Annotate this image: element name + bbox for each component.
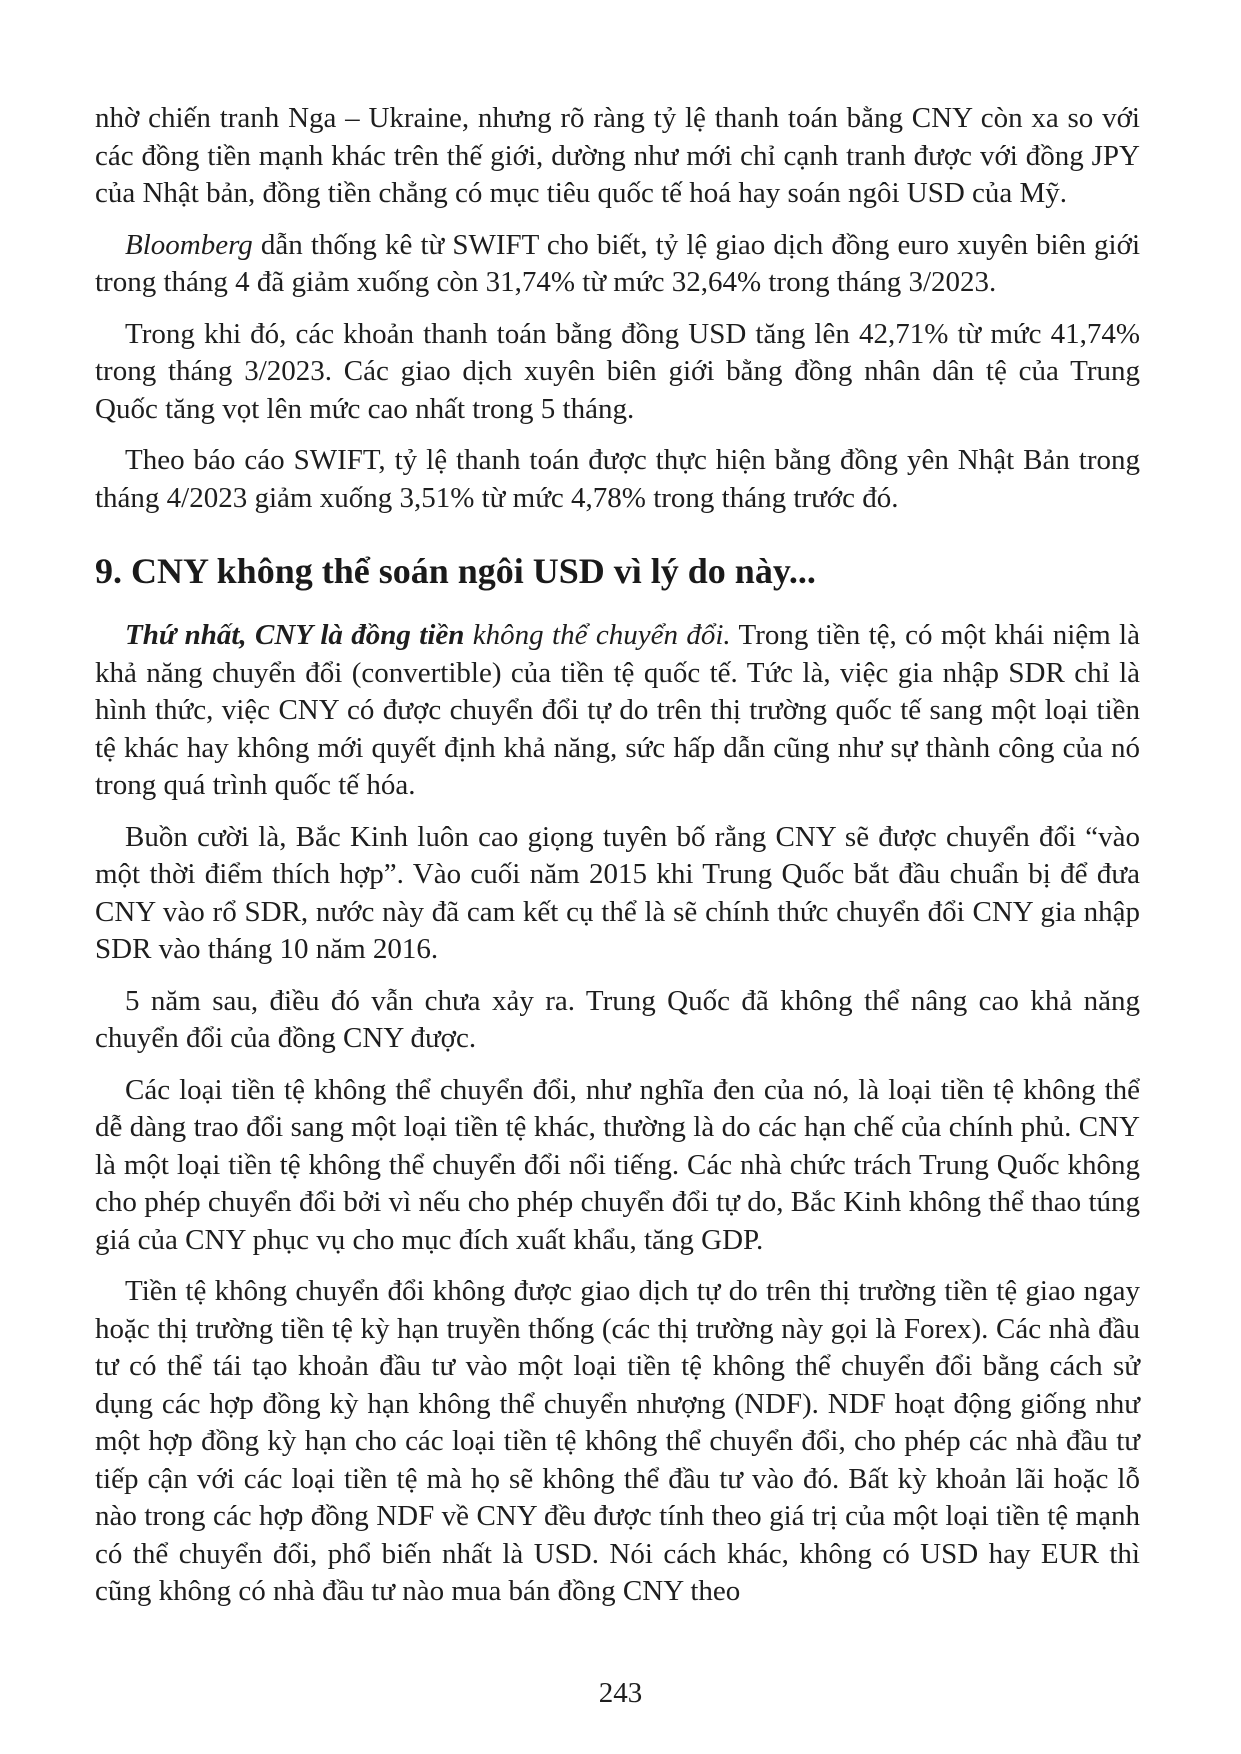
lead-in-bold-italic: Thứ nhất, CNY là đồng tiền	[125, 619, 465, 651]
paragraph-jpy-share-decrease: Theo báo cáo SWIFT, tỷ lệ thanh toán được thực hiện bằng đồng yên Nhật Bản trong tháng 4/2023 giảm xuống 3,51% từ mức 4,78% trong tháng trước đó.	[95, 444, 1140, 514]
paragraph-ndf-explanation: Tiền tệ không chuyển đổi không được giao dịch tự do trên thị trường tiền tệ giao ngay hoặc thị trường tiền tệ kỳ hạn truyền thống (các thị trường này gọi là Forex). Các nhà đầu tư có thể tái tạo khoản đầu tư vào một loại tiền tệ không thể chuyển đổi bằng cách sử dụng các hợp đồng kỳ hạn không thể chuyển nhượng (NDF). NDF hoạt động giống như một hợp đồng kỳ hạn cho các loại tiền tệ không thể chuyển đổi, cho phép các nhà đầu tư tiếp cận với các loại tiền tệ mà họ sẽ không thể đầu tư vào đó. Bất kỳ khoản lãi hoặc lỗ nào trong các hợp đồng NDF về CNY đều được tính theo giá trị của một loại tiền tệ mạnh có thể chuyển đổi, phổ biến nhất là USD. Nói cách khác, không có USD hay EUR thì cũng không có nhà đầu tư nào mua bán đồng CNY theo	[95, 1275, 1140, 1607]
paragraph-five-years-later: 5 năm sau, điều đó vẫn chưa xảy ra. Trung Quốc đã không thể nâng cao khả năng chuyển đổi của đồng CNY được.	[95, 984, 1140, 1054]
page-number: 243	[598, 1677, 643, 1709]
paragraph-nonconvertible-definition: Các loại tiền tệ không thể chuyển đổi, như nghĩa đen của nó, là loại tiền tệ không thể dễ dàng trao đổi sang một loại tiền tệ khác, thường là do các hạn chế của chính phủ. CNY là một loại tiền tệ không thể chuyển đổi nổi tiếng. Các nhà chức trách Trung Quốc không cho phép chuyển đổi bởi vì nếu cho phép chuyển đổi tự do, Bắc Kinh không thể thao túng giá của CNY phục vụ cho mục đích xuất khẩu, tăng GDP.	[95, 1073, 1140, 1256]
paragraph-cny-payment-share: nhờ chiến tranh Nga – Ukraine, nhưng rõ ràng tỷ lệ thanh toán bằng CNY còn xa so với các đồng tiền mạnh khác trên thế giới, dường như mới chỉ cạnh tranh được với đồng JPY của Nhật bản, đồng tiền chẳng có mục tiêu quốc tế hoá hay soán ngôi USD của Mỹ.	[95, 102, 1140, 209]
paragraph-first-reason	[95, 617, 1140, 805]
page-footer	[0, 1677, 1241, 1710]
paragraph-bloomberg-swift	[95, 227, 1140, 302]
section-heading-9: 9. CNY không thể soán ngôi USD vì lý do này...	[95, 551, 816, 591]
emphasis-italic: không thể chuyển đổi.	[464, 619, 731, 651]
paragraph-text: Trong tiền tệ, có một khái niệm là khả năng chuyển đổi (convertible) của tiền tệ quốc tế. Tức là, việc gia nhập SDR chỉ là hình thức, việc CNY có được chuyển đổi tự do trên thị trường quốc tế sang một loại tiền tệ khác hay không mới quyết định khả năng, sức hấp dẫn cũng như sự thành công của nó trong quá trình quốc tế hóa.	[95, 619, 1140, 801]
source-name-bloomberg: Bloomberg	[125, 228, 253, 261]
paragraph-text: dẫn thống kê từ SWIFT cho biết, tỷ lệ giao dịch đồng euro xuyên biên giới trong tháng 4 đã giảm xuống còn 31,74% từ mức 32,64% trong tháng 3/2023.	[95, 228, 1140, 298]
paragraph-beijing-promise: Buồn cười là, Bắc Kinh luôn cao giọng tuyên bố rằng CNY sẽ được chuyển đổi “vào một thời điểm thích hợp”. Vào cuối năm 2015 khi Trung Quốc bắt đầu chuẩn bị để đưa CNY vào rổ SDR, nước này đã cam kết cụ thể là sẽ chính thức chuyển đổi CNY gia nhập SDR vào tháng 10 năm 2016.	[95, 820, 1140, 965]
paragraph-usd-share-increase: Trong khi đó, các khoản thanh toán bằng đồng USD tăng lên 42,71% từ mức 41,74% trong tháng 3/2023. Các giao dịch xuyên biên giới bằng đồng nhân dân tệ của Trung Quốc tăng vọt lên mức cao nhất trong 5 tháng.	[95, 317, 1140, 425]
